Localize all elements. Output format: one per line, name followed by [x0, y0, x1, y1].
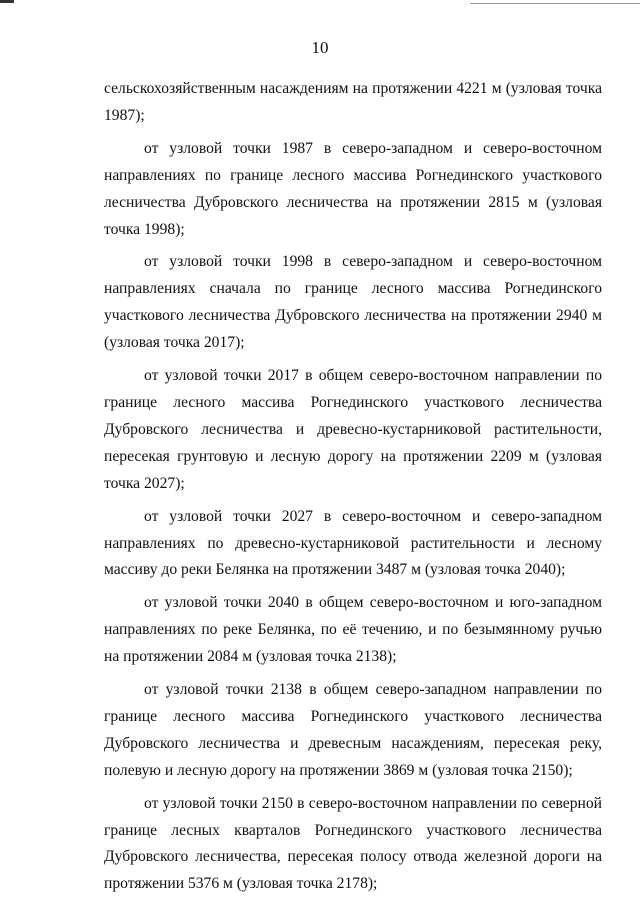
paragraph-segment-2138-2150: от узловой точки 2138 в общем северо-западном направлении по границе лесного массива Рогнединского участкового лесничества Дубровского лесничества и древесным насаждениям, пересекая реку, полевую и лесную дорогу на протяжении 3869 м (узловая точка 2150); — [104, 681, 602, 779]
paragraph-segment-1998-2017: от узловой точки 1998 в северо-западном и северо-восточном направлениях сначала по границе лесного массива Рогнединского участкового лесничества Дубровского лесничества на протяжении 2940 м (узловая точка 2017); — [104, 253, 602, 352]
page-number: 10 — [311, 38, 329, 57]
paragraph-segment-2150-2178: от узловой точки 2150 в северо-восточном направлении по северной границе лесных кварталов Рогнединского участкового лесничества Дубровского лесничества, пересекая полосу отвода железной дороги на протяжении 5376 м (узловая точка 2178); — [104, 794, 602, 893]
paragraph-segment-2027-2040: от узловой точки 2027 в северо-восточном и северо-западном направлениях по древесно-кустарниковой растительности и лесному массиву до реки Белянка на протяжении 3487 м (узловая точка 2040); — [104, 507, 602, 579]
paragraph-segment-1987-1998: от узловой точки 1987 в северо-западном и северо-восточном направлениях по границе лесного массива Рогнединского участкового лесничества Дубровского лесничества на протяжении 2815 м (узловая точка 1998); — [104, 139, 602, 238]
scan-edge-mark — [0, 0, 14, 3]
paragraph-continuation: сельскохозяйственным насаждениям на протяжении 4221 м (узловая точка 1987); — [104, 80, 602, 124]
paragraph-segment-2017-2027: от узловой точки 2017 в общем северо-восточном направлении по границе лесного массива Рогнединского участкового лесничества Дубровского лесничества и древесно-кустарниковой растительности, пересекая грунтовую и лесную дорогу на протяжении 2209 м (узловая точка 2027); — [104, 367, 602, 492]
document-body — [104, 76, 602, 904]
paragraph-segment-2040-2138: от узловой точки 2040 в общем северо-восточном и юго-западном направлениях по реке Белянка, по её течению, и по безымянному ручью на протяжении 2084 м (узловая точка 2138); — [104, 594, 602, 666]
scan-edge-line — [470, 3, 640, 4]
